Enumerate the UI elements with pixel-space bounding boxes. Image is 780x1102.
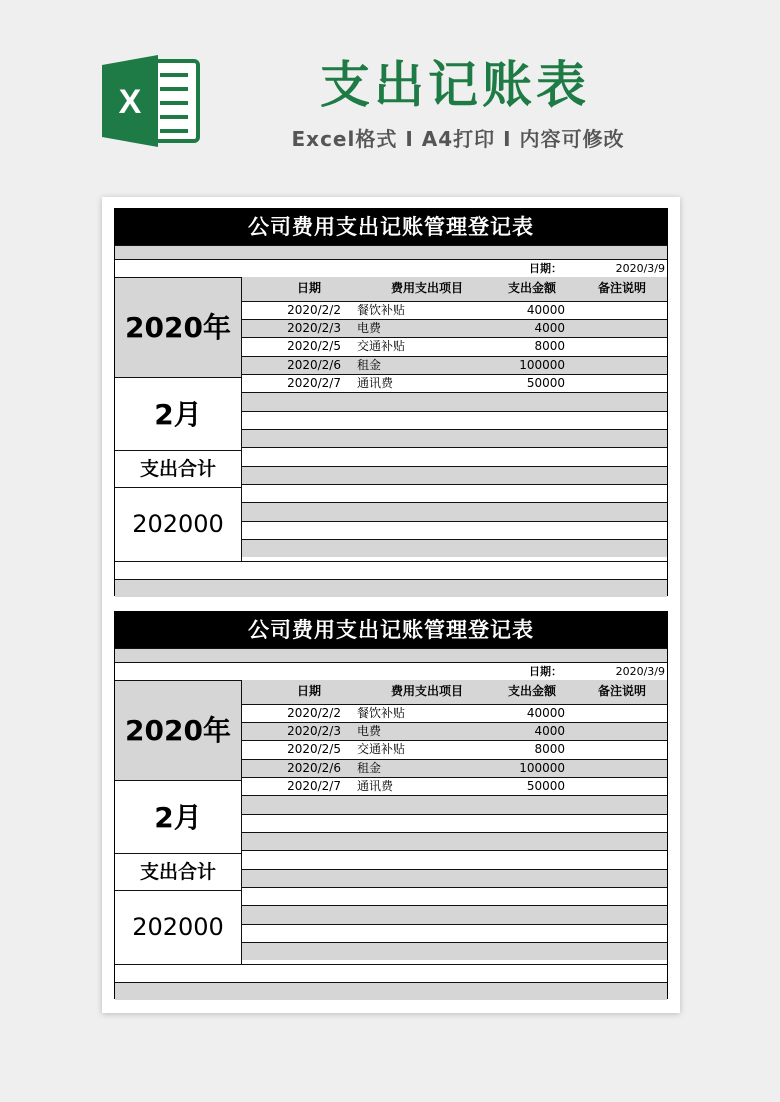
table-row[interactable] [241, 539, 667, 557]
column-divider [241, 277, 242, 561]
month-cell[interactable]: 2月 [115, 780, 241, 853]
year-cell[interactable]: 2020年 [115, 680, 241, 780]
column-header-row [241, 680, 667, 704]
ledger-sheet [114, 208, 668, 596]
table-row[interactable] [241, 759, 667, 777]
column-header-date: 日期 [296, 684, 321, 698]
cell-date[interactable]: 2020/2/2 [287, 705, 341, 720]
date-value[interactable]: 2020/3/9 [615, 262, 665, 275]
month-cell[interactable]: 2月 [115, 377, 241, 450]
footer-row[interactable] [115, 964, 667, 982]
table-row[interactable] [241, 521, 667, 539]
total-value[interactable]: 202000 [115, 890, 241, 964]
column-header-item: 费用支出项目 [390, 684, 463, 698]
table-row[interactable] [241, 484, 667, 502]
cell-item[interactable]: 交通补贴 [357, 742, 406, 757]
date-label: 日期： [529, 262, 562, 275]
table-row[interactable] [241, 905, 667, 923]
document-paper [102, 197, 680, 1013]
date-value[interactable]: 2020/3/9 [615, 665, 665, 678]
page-title: 支出记账表 [320, 56, 590, 114]
table-row[interactable] [241, 814, 667, 832]
total-label: 支出合计 [115, 853, 241, 890]
column-header-note: 备注说明 [597, 684, 646, 698]
table-row[interactable] [241, 466, 667, 484]
cell-item[interactable]: 电费 [357, 321, 382, 336]
cell-date[interactable]: 2020/2/5 [287, 742, 341, 757]
footer-row[interactable] [115, 561, 667, 579]
table-row[interactable] [241, 301, 667, 319]
date-row [115, 259, 667, 277]
cell-date[interactable]: 2020/2/6 [287, 760, 341, 775]
column-header-amount: 支出金额 [507, 281, 556, 295]
cell-date[interactable]: 2020/2/3 [287, 724, 341, 739]
column-divider [241, 680, 242, 964]
cell-item[interactable]: 电费 [357, 724, 382, 739]
table-row[interactable] [241, 740, 667, 758]
table-row[interactable] [241, 447, 667, 465]
cell-date[interactable]: 2020/2/3 [287, 321, 341, 336]
cell-amount[interactable]: 8000 [534, 742, 565, 757]
table-row[interactable] [241, 832, 667, 850]
table-row[interactable] [241, 777, 667, 795]
footer-row[interactable] [115, 982, 667, 1000]
cell-item[interactable]: 交通补贴 [357, 339, 406, 354]
table-row[interactable] [241, 429, 667, 447]
total-label: 支出合计 [115, 450, 241, 487]
date-row [115, 662, 667, 680]
table-row[interactable] [241, 502, 667, 520]
cell-date[interactable]: 2020/2/7 [287, 376, 341, 391]
table-row[interactable] [241, 869, 667, 887]
table-row[interactable] [241, 337, 667, 355]
ledger-sheet [114, 611, 668, 999]
cell-item[interactable]: 租金 [357, 357, 382, 372]
table-row[interactable] [241, 887, 667, 905]
spacer-row [115, 245, 667, 259]
total-value[interactable]: 202000 [115, 487, 241, 561]
table-row[interactable] [241, 850, 667, 868]
column-header-row [241, 277, 667, 301]
table-row[interactable] [241, 392, 667, 410]
table-row[interactable] [241, 722, 667, 740]
sheet-title: 公司费用支出记账管理登记表 [115, 612, 667, 648]
cell-amount[interactable]: 50000 [526, 779, 565, 794]
table-row[interactable] [241, 795, 667, 813]
column-header-item: 费用支出项目 [390, 281, 463, 295]
cell-item[interactable]: 租金 [357, 760, 382, 775]
date-label: 日期： [529, 665, 562, 678]
cell-item[interactable]: 餐饮补贴 [357, 705, 406, 720]
cell-date[interactable]: 2020/2/2 [287, 302, 341, 317]
cell-date[interactable]: 2020/2/5 [287, 339, 341, 354]
cell-date[interactable]: 2020/2/7 [287, 779, 341, 794]
cell-amount[interactable]: 40000 [526, 705, 565, 720]
entries-grid [241, 680, 667, 964]
footer-row[interactable] [115, 579, 667, 597]
spacer-row [115, 648, 667, 662]
cell-amount[interactable]: 8000 [534, 339, 565, 354]
table-row[interactable] [241, 319, 667, 337]
table-row[interactable] [241, 411, 667, 429]
cell-amount[interactable]: 40000 [526, 302, 565, 317]
cell-amount[interactable]: 4000 [534, 321, 565, 336]
year-cell[interactable]: 2020年 [115, 277, 241, 377]
excel-logo-letter: X [118, 83, 142, 121]
cell-item[interactable]: 餐饮补贴 [357, 302, 406, 317]
page-subtitle: Excel格式 I A4打印 I 内容可修改 [291, 127, 625, 151]
cell-amount[interactable]: 100000 [519, 357, 565, 372]
cell-amount[interactable]: 4000 [534, 724, 565, 739]
cell-date[interactable]: 2020/2/6 [287, 357, 341, 372]
column-header-date: 日期 [296, 281, 321, 295]
excel-logo-icon [100, 55, 200, 147]
column-header-note: 备注说明 [597, 281, 646, 295]
table-row[interactable] [241, 924, 667, 942]
table-row[interactable] [241, 704, 667, 722]
cell-item[interactable]: 通讯费 [357, 376, 394, 391]
table-row[interactable] [241, 356, 667, 374]
table-row[interactable] [241, 374, 667, 392]
entries-grid [241, 277, 667, 561]
column-header-amount: 支出金额 [507, 684, 556, 698]
cell-amount[interactable]: 50000 [526, 376, 565, 391]
cell-item[interactable]: 通讯费 [357, 779, 394, 794]
table-row[interactable] [241, 942, 667, 960]
cell-amount[interactable]: 100000 [519, 760, 565, 775]
sheet-title: 公司费用支出记账管理登记表 [115, 209, 667, 245]
